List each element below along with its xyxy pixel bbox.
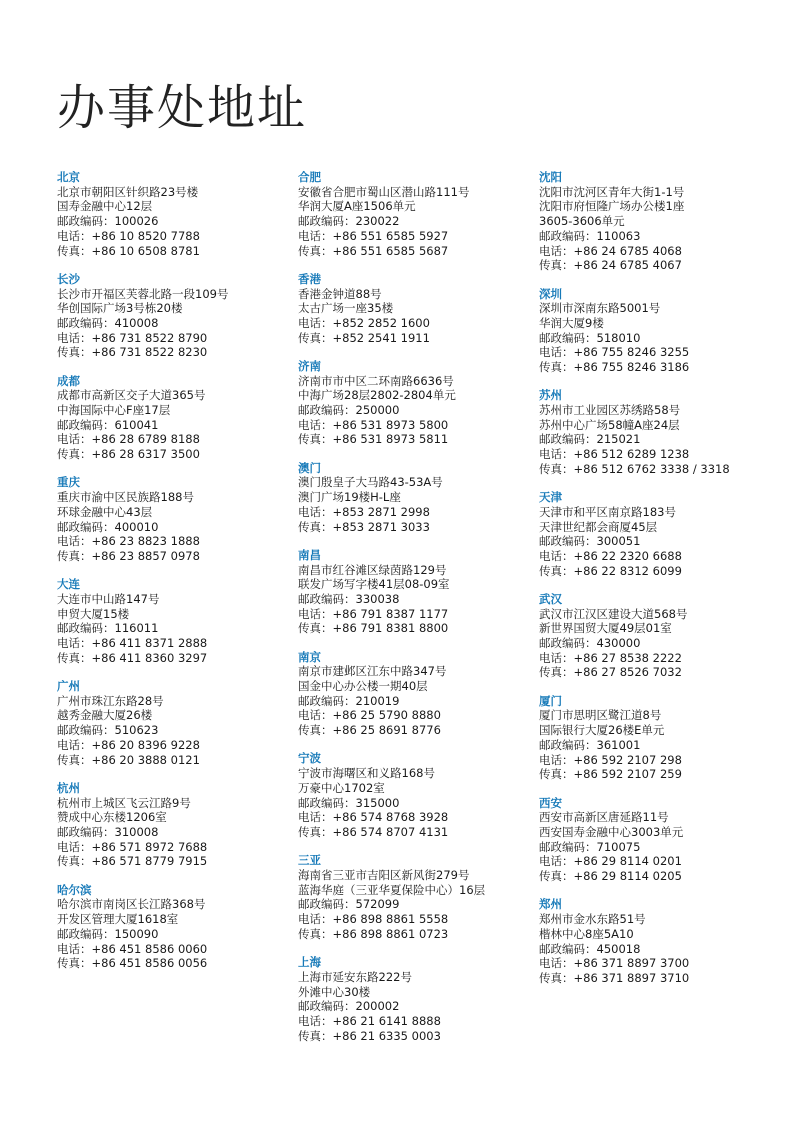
office-detail-line: 电话：+86 898 8861 5558: [298, 912, 449, 927]
office-city-name: 澳门: [298, 460, 321, 475]
office-city-name: 宁波: [298, 751, 321, 766]
office-detail-line: 万豪中心1702室: [298, 780, 385, 795]
office-detail-line: 电话：+86 451 8586 0060: [57, 941, 208, 956]
office-detail-line: 电话：+86 791 8387 1177: [298, 606, 449, 621]
office-detail-line: 新世界国贸大厦49层01室: [539, 621, 672, 636]
office-detail-line: 邮政编码：572099: [298, 897, 400, 912]
office-detail-line: 西安市高新区唐延路11号: [539, 810, 669, 825]
office-detail-line: 传真：+86 25 8691 8776: [298, 723, 441, 738]
office-detail-line: 传真：+86 27 8526 7032: [539, 665, 682, 680]
office-detail-line: 电话：+86 411 8371 2888: [57, 636, 208, 651]
office-detail-line: 上海市延安东路222号: [298, 969, 412, 984]
office-detail-line: 天津市和平区南京路183号: [539, 504, 676, 519]
office-detail-line: 邮政编码：200002: [298, 999, 400, 1014]
office-city-name: 长沙: [57, 271, 80, 286]
office-city-name: 沈阳: [539, 170, 562, 184]
office-block: [57, 374, 292, 462]
office-detail-line: 沈阳市府恒隆广场办公楼1座: [539, 199, 685, 214]
office-block: [57, 883, 292, 971]
office-detail-line: 电话：+86 25 5790 8880: [298, 708, 441, 723]
office-block: [298, 751, 533, 839]
office-detail-line: 邮政编码：310008: [57, 824, 159, 839]
office-detail-line: 电话：+86 731 8522 8790: [57, 330, 208, 345]
office-detail-line: 电话：+86 24 6785 4068: [539, 243, 682, 258]
office-detail-line: 邮政编码：250000: [298, 403, 400, 418]
office-block: [298, 853, 533, 941]
office-detail-line: 传真：+86 28 6317 3500: [57, 447, 200, 462]
office-detail-line: 电话：+86 23 8823 1888: [57, 534, 200, 549]
office-detail-line: 广州市珠江东路28号: [57, 693, 164, 708]
page-title: 办事处地址: [57, 80, 308, 136]
office-city-name: 南京: [298, 649, 321, 664]
office-detail-line: 电话：+86 531 8973 5800: [298, 417, 449, 432]
office-detail-line: 联发广场写字楼41层08-09室: [298, 577, 450, 592]
office-detail-line: 传真：+86 21 6335 0003: [298, 1028, 441, 1043]
office-detail-line: 宁波市海曙区和义路168号: [298, 766, 435, 781]
office-detail-line: 苏州市工业园区苏绣路58号: [539, 403, 681, 418]
office-city-name: 广州: [57, 679, 80, 694]
office-detail-line: 武汉市江汉区建设大道568号: [539, 606, 688, 621]
office-detail-line: 济南市市中区二环南路6636号: [298, 373, 454, 388]
office-city-name: 济南: [298, 358, 321, 373]
office-city-name: 武汉: [539, 591, 562, 606]
office-detail-line: 电话：+852 2852 1600: [298, 315, 430, 330]
office-detail-line: 重庆市渝中区民族路188号: [57, 490, 194, 505]
office-detail-line: 郑州市金水东路51号: [539, 912, 646, 927]
office-detail-line: 外滩中心30楼: [298, 984, 371, 999]
office-block: [298, 272, 533, 346]
office-city-name: 三亚: [298, 853, 321, 868]
office-detail-line: 香港金钟道88号: [298, 286, 382, 301]
office-detail-line: 国寿金融中心12层: [57, 199, 153, 214]
office-detail-line: 邮政编码：610041: [57, 417, 159, 432]
office-city-name: 重庆: [57, 475, 80, 490]
office-detail-line: 苏州中心广场58幢A座24层: [539, 417, 680, 432]
office-detail-line: 传真：+86 451 8586 0056: [57, 956, 208, 971]
office-detail-line: 成都市高新区交子大道365号: [57, 388, 206, 403]
office-detail-line: 邮政编码：430000: [539, 636, 641, 651]
office-block: [298, 548, 533, 636]
office-detail-line: 传真：+86 371 8897 3710: [539, 970, 690, 985]
office-detail-line: 邮政编码：110063: [539, 228, 641, 243]
office-detail-line: 传真：+86 512 6762 3338 / 3318: [539, 461, 730, 476]
office-detail-line: 电话：+86 574 8768 3928: [298, 810, 449, 825]
office-detail-line: 电话：+86 755 8246 3255: [539, 345, 690, 360]
office-detail-line: 邮政编码：150090: [57, 926, 159, 941]
office-detail-line: 华润大厦9楼: [539, 315, 604, 330]
office-detail-line: 电话：+86 10 8520 7788: [57, 228, 200, 243]
office-city-name: 哈尔滨: [57, 882, 92, 897]
office-detail-line: 电话：+86 20 8396 9228: [57, 737, 200, 752]
office-block: [539, 796, 774, 884]
office-block: [539, 592, 774, 680]
office-detail-line: 越秀金融大厦26楼: [57, 708, 153, 723]
office-detail-line: 邮政编码：518010: [539, 330, 641, 345]
office-detail-line: 澳门殷皇子大马路43-53A号: [298, 475, 443, 490]
office-block: [539, 287, 774, 375]
office-detail-line: 电话：+853 2871 2998: [298, 504, 430, 519]
office-detail-line: 长沙市开福区芙蓉北路一段109号: [57, 286, 229, 301]
office-detail-line: 传真：+86 23 8857 0978: [57, 548, 200, 563]
office-detail-line: 邮政编码：510623: [57, 723, 159, 738]
office-detail-line: 电话：+86 371 8897 3700: [539, 956, 690, 971]
office-detail-line: 电话：+86 21 6141 8888: [298, 1013, 441, 1028]
office-detail-line: 北京市朝阳区针织路23号楼: [57, 184, 199, 199]
office-detail-line: 传真：+86 411 8360 3297: [57, 650, 208, 665]
office-city-name: 北京: [57, 170, 80, 184]
office-detail-line: 传真：+86 731 8522 8230: [57, 345, 208, 360]
office-detail-line: 传真：+86 22 8312 6099: [539, 563, 682, 578]
office-detail-line: 南京市建邺区江东中路347号: [298, 664, 447, 679]
office-detail-line: 南昌市红谷滩区绿茵路129号: [298, 562, 447, 577]
office-detail-line: 传真：+86 755 8246 3186: [539, 360, 690, 375]
office-detail-line: 电话：+86 29 8114 0201: [539, 854, 682, 869]
office-detail-line: 传真：+853 2871 3033: [298, 519, 430, 534]
office-block: [298, 170, 533, 258]
office-city-name: 郑州: [539, 897, 562, 912]
office-detail-line: 传真：+852 2541 1911: [298, 330, 430, 345]
office-detail-line: 哈尔滨市南岗区长江路368号: [57, 897, 206, 912]
office-block: [57, 475, 292, 563]
office-city-name: 天津: [539, 490, 562, 505]
office-detail-line: 传真：+86 24 6785 4067: [539, 258, 682, 273]
office-block: [539, 694, 774, 782]
office-detail-line: 中海广场28层2802-2804单元: [298, 388, 456, 403]
office-detail-line: 邮政编码：230022: [298, 214, 400, 229]
office-detail-line: 传真：+86 551 6585 5687: [298, 243, 449, 258]
office-block: [539, 897, 774, 985]
office-detail-line: 邮政编码：400010: [57, 519, 159, 534]
office-detail-line: 海南省三亚市吉阳区新风街279号: [298, 867, 470, 882]
office-city-name: 合肥: [298, 170, 321, 184]
office-city-name: 深圳: [539, 286, 562, 301]
office-column-3: [539, 170, 774, 999]
office-block: [57, 577, 292, 665]
office-detail-line: 蓝海华庭（三亚华夏保险中心）16层: [298, 882, 486, 897]
office-detail-line: 澳门广场19楼H-L座: [298, 490, 401, 505]
office-city-name: 香港: [298, 271, 321, 286]
office-detail-line: 厦门市思明区鹭江道8号: [539, 708, 662, 723]
office-city-name: 成都: [57, 373, 80, 388]
office-detail-line: 大连市中山路147号: [57, 591, 160, 606]
office-detail-line: 电话：+86 551 6585 5927: [298, 228, 449, 243]
office-block: [57, 679, 292, 767]
office-column-2: [298, 170, 533, 1057]
office-detail-line: 深圳市深南东路5001号: [539, 301, 661, 316]
office-detail-line: 邮政编码：361001: [539, 737, 641, 752]
office-block: [539, 170, 774, 273]
office-detail-line: 国际银行大厦26楼E单元: [539, 723, 665, 738]
office-detail-line: 邮政编码：100026: [57, 214, 159, 229]
office-detail-line: 楷林中心8座5A10: [539, 926, 634, 941]
office-detail-line: 邮政编码：450018: [539, 941, 641, 956]
office-block: [298, 359, 533, 447]
office-city-name: 南昌: [298, 547, 321, 562]
office-block: [539, 388, 774, 476]
office-detail-line: 安徽省合肥市蜀山区潜山路111号: [298, 184, 470, 199]
office-detail-line: 国金中心办公楼一期40层: [298, 679, 428, 694]
office-detail-line: 环球金融中心43层: [57, 504, 153, 519]
office-detail-line: 传真：+86 10 6508 8781: [57, 243, 200, 258]
office-detail-line: 邮政编码：300051: [539, 534, 641, 549]
office-detail-line: 电话：+86 592 2107 298: [539, 752, 682, 767]
office-block: [298, 955, 533, 1043]
office-detail-line: 申贸大厦15楼: [57, 606, 130, 621]
office-detail-line: 邮政编码：210019: [298, 693, 400, 708]
office-block: [298, 650, 533, 738]
office-detail-line: 赞成中心东楼1206室: [57, 810, 167, 825]
office-detail-line: 3605-3606单元: [539, 214, 625, 229]
office-detail-line: 传真：+86 791 8381 8800: [298, 621, 449, 636]
office-detail-line: 传真：+86 531 8973 5811: [298, 432, 449, 447]
office-detail-line: 电话：+86 512 6289 1238: [539, 447, 690, 462]
office-detail-line: 电话：+86 28 6789 8188: [57, 432, 200, 447]
office-block: [539, 490, 774, 578]
office-city-name: 西安: [539, 795, 562, 810]
office-column-1: [57, 170, 292, 985]
office-detail-line: 电话：+86 571 8972 7688: [57, 839, 208, 854]
office-detail-line: 杭州市上城区飞云江路9号: [57, 795, 191, 810]
office-city-name: 上海: [298, 955, 321, 970]
office-detail-line: 天津世纪都会商厦45层: [539, 519, 658, 534]
office-block: [57, 781, 292, 869]
office-city-name: 厦门: [539, 693, 562, 708]
office-block: [57, 272, 292, 360]
office-detail-line: 传真：+86 571 8779 7915: [57, 854, 208, 869]
office-detail-line: 邮政编码：330038: [298, 591, 400, 606]
office-detail-line: 电话：+86 27 8538 2222: [539, 650, 682, 665]
office-detail-line: 邮政编码：410008: [57, 315, 159, 330]
office-detail-line: 邮政编码：215021: [539, 432, 641, 447]
office-detail-line: 华创国际广场3号栋20楼: [57, 301, 183, 316]
office-detail-line: 传真：+86 592 2107 259: [539, 767, 682, 782]
office-block: [57, 170, 292, 258]
office-detail-line: 西安国寿金融中心3003单元: [539, 824, 684, 839]
office-block: [298, 461, 533, 535]
office-detail-line: 太古广场一座35楼: [298, 301, 394, 316]
office-detail-line: 邮政编码：315000: [298, 795, 400, 810]
office-detail-line: 开发区管理大厦1618室: [57, 912, 179, 927]
office-detail-line: 传真：+86 29 8114 0205: [539, 869, 682, 884]
office-detail-line: 传真：+86 574 8707 4131: [298, 824, 449, 839]
office-detail-line: 沈阳市沈河区青年大街1-1号: [539, 184, 685, 199]
office-detail-line: 传真：+86 898 8861 0723: [298, 926, 449, 941]
office-detail-line: 传真：+86 20 3888 0121: [57, 752, 200, 767]
office-detail-line: 华润大厦A座1506单元: [298, 199, 416, 214]
office-detail-line: 邮政编码：116011: [57, 621, 159, 636]
office-detail-line: 电话：+86 22 2320 6688: [539, 548, 682, 563]
office-detail-line: 中海国际中心F座17层: [57, 403, 171, 418]
office-city-name: 苏州: [539, 388, 562, 403]
office-city-name: 大连: [57, 577, 80, 592]
office-detail-line: 邮政编码：710075: [539, 839, 641, 854]
office-city-name: 杭州: [57, 780, 80, 795]
